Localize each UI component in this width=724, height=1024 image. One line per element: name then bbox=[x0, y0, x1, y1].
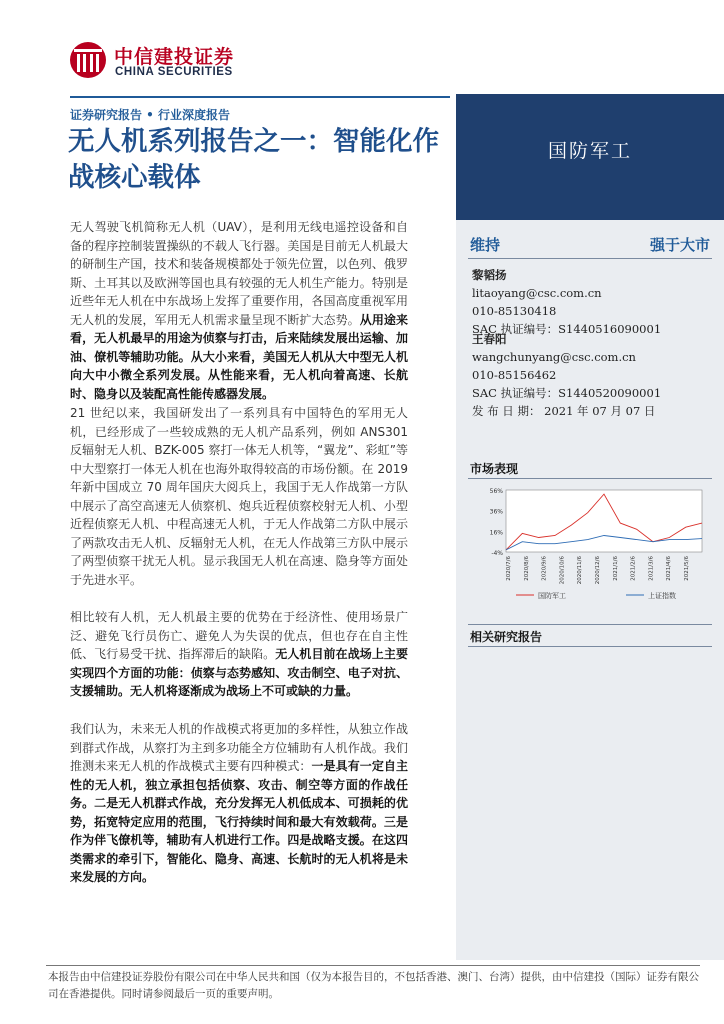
x-tick-label: 2020/11/6 bbox=[577, 556, 584, 585]
x-tick-label: 2021/2/6 bbox=[630, 556, 637, 581]
analyst-name: 王春阳 bbox=[472, 332, 507, 346]
analyst-email[interactable]: wangchunyang@csc.com.cn bbox=[472, 350, 636, 364]
y-tick-label: 16% bbox=[489, 529, 503, 537]
sector-banner bbox=[456, 94, 724, 220]
paragraph-china-uav bbox=[70, 404, 408, 589]
analyst-phone: 010-85156462 bbox=[472, 368, 557, 382]
related-reports-divider-top bbox=[468, 624, 712, 625]
market-performance-title: 市场表现 bbox=[470, 462, 519, 476]
x-tick-label: 2020/12/6 bbox=[595, 556, 601, 585]
publish-date-block bbox=[472, 400, 712, 422]
analyst-email[interactable]: litaoyang@csc.com.cn bbox=[472, 286, 602, 300]
x-tick-label: 2020/9/6 bbox=[541, 556, 548, 581]
company-logo bbox=[68, 40, 258, 84]
china-securities-logo-icon bbox=[68, 40, 108, 80]
paragraph-overview bbox=[70, 218, 408, 403]
x-tick-label: 2021/4/6 bbox=[666, 556, 673, 581]
paragraph-overview-text: 无人驾驶飞机简称无人机（UAV），是利用无线电遥控设备和自备的程序控制装置操纵的不载人飞行器。美国是目前无人机最大的研制生产国，技术和装备规模都处于领先位置，以色列、俄罗斯、土耳其以及欧洲等国也具有较强的无人机生产能力。特别是近些年无人机在中东战场上发挥了重要作用，各国高度重视军用无人机的发展，军用无人机需求量呈现不断扩大态势。 bbox=[70, 220, 408, 327]
x-tick-label: 2020/8/6 bbox=[523, 556, 530, 581]
footer-divider bbox=[46, 965, 700, 966]
header-divider bbox=[70, 96, 450, 98]
legend-label: 上证指数 bbox=[648, 592, 676, 600]
x-tick-label: 2021/1/6 bbox=[612, 556, 619, 581]
analyst-sac: SAC 执证编号：S1440520090001 bbox=[472, 386, 662, 400]
analyst-phone: 010-85130418 bbox=[472, 304, 557, 318]
analyst-sac: SAC 执证编号：S1440516090001 bbox=[472, 322, 662, 336]
publish-date-value: 2021 年 07 月 07 日 bbox=[544, 404, 656, 418]
x-tick-label: 2020/10/6 bbox=[559, 556, 566, 585]
x-tick-label: 2021/3/6 bbox=[648, 556, 655, 581]
sector-label: 国防军工 bbox=[547, 140, 632, 162]
logo-english-name: CHINA SECURITIES bbox=[115, 66, 233, 78]
market-performance-chart bbox=[470, 484, 710, 606]
y-tick-label: 36% bbox=[489, 508, 503, 516]
paragraph-overview-highlight: 从用途来看，无人机最早的用途为侦察与打击，后来陆续发展出运输、加油、僚机等辅助功能。从大小来看，美国无人机从大中型无人机向大中小微全系列发展。从性能来看，无人机向着高速、长航时、隐身以及装配高性能传感器发展。 bbox=[70, 312, 408, 401]
paragraph-future-text: 我们认为，未来无人机的作战模式将更加的多样性，从独立作战到群式作战，从察打为主到多功能全方位辅助有人机作战。我们推测未来无人机的作战模式主要有四种模式： bbox=[70, 722, 408, 773]
paragraph-china-uav-text: 21 世纪以来，我国研发出了一系列具有中国特色的军用无人机，已经形成了一些较成熟的无人机产品系列，例如 ANS301 反辐射无人机、BZK-005 察打一体无人机等，“翼龙”、彩虹”等中大型察打一体无人机在也海外取得较高的市场份额。在 2019 年新中国成立 70 周年国庆大阅兵上，我国于无人作战第一方队中展示了高空高速无人侦察机、炮兵近程侦察校射无人机、小型近程侦察无人机、中程高速无人机，于无人作战第二方队中展示了两款攻击无人机、反辐射无人机，在无人作战第三方队中展示了两型侦察干扰无人机。显示我国无人机在高速、隐身等方面处于先进水平。 bbox=[70, 406, 408, 587]
report-title: 无人机系列报告之一：智能化作战核心载体 bbox=[68, 126, 439, 193]
report-type: 证券研究报告 • 行业深度报告 bbox=[70, 108, 231, 122]
footer-disclaimer: 本报告由中信建投证券股份有限公司在中华人民共和国（仅为本报告目的，不包括香港、澳门、台湾）提供，由中信建投（国际）证券有限公司在香港提供。同时请参阅最后一页的重要声明。 bbox=[48, 971, 699, 1000]
rating-view: 强于大市 bbox=[649, 236, 710, 254]
rating-bar bbox=[468, 232, 712, 259]
y-tick-label: 56% bbox=[489, 488, 503, 495]
paragraph-future-highlight: 一是具有一定自主性的无人机，独立承担包括侦察、攻击、制空等方面的作战任务。二是无人机群式作战，充分发挥无人机低成本、可损耗的优势，拓宽特定应用的范围，飞行持续时间和最大有效载荷。三是作为伴飞僚机等，辅助有人机进行工作。四是战略支援。在这四类需求的牵引下，智能化、隐身、高速、长航时的无人机将是未来发展的方向。 bbox=[70, 759, 408, 884]
paragraph-advantages bbox=[70, 608, 408, 701]
analyst-name: 黎韬扬 bbox=[472, 268, 507, 282]
x-tick-label: 2021/5/6 bbox=[684, 556, 690, 581]
related-reports-title: 相关研究报告 bbox=[470, 630, 543, 644]
legend-label: 国防军工 bbox=[538, 592, 566, 600]
publish-date-label: 发 布 日 期： bbox=[472, 404, 541, 418]
logo-chinese-name: 中信建投证券 bbox=[114, 46, 235, 68]
analyst-card bbox=[472, 330, 661, 402]
chart-plot-area bbox=[506, 490, 702, 552]
paragraph-future bbox=[70, 720, 408, 887]
y-tick-label: -4% bbox=[491, 550, 503, 557]
rating-label: 维持 bbox=[470, 236, 501, 254]
analyst-card bbox=[472, 266, 661, 338]
paragraph-advantages-text: 相比较有人机，无人机最主要的优势在于经济性、使用场景广泛、避免飞行员伤亡、避免人为失误的优点，但也存在自主性低、飞行易受干扰、指挥滞后的缺陷。 bbox=[70, 610, 408, 661]
paragraph-advantages-highlight: 无人机目前在战场上主要实现四个方面的功能：侦察与态势感知、攻击制空、电子对抗、支援辅助。无人机将逐渐成为战场上不可或缺的力量。 bbox=[70, 647, 408, 698]
x-tick-label: 2020/7/6 bbox=[506, 556, 512, 581]
market-performance-divider bbox=[468, 478, 712, 479]
related-reports-divider bbox=[468, 646, 712, 647]
